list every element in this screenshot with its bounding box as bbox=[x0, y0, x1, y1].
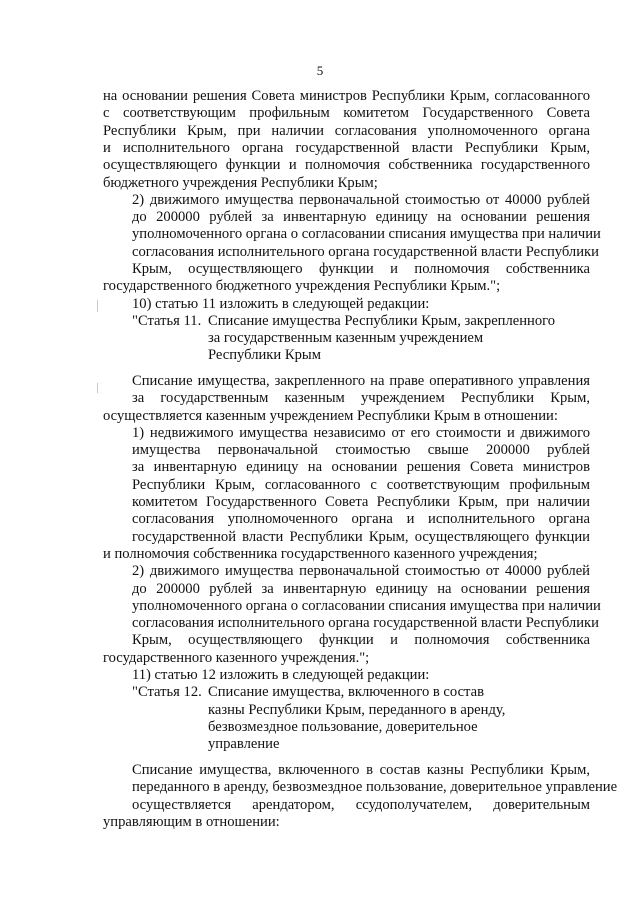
text-line-last: государственного бюджетного учреждения Республики Крым."; bbox=[103, 278, 501, 295]
text-line: до 200000 рублей за инвентарную единицу на основании решения bbox=[132, 209, 590, 226]
text-line: Республики Крым, согласованного с соответствующим профильным bbox=[132, 476, 590, 493]
list-item-1-state bbox=[103, 425, 590, 546]
article-12-label: "Статья 12. bbox=[132, 684, 202, 701]
text-line-last: бюджетного учреждения Республики Крым; bbox=[103, 174, 378, 191]
paragraph-continuation bbox=[103, 88, 590, 174]
amendment-10: 10) статью 11 изложить в следующей редакции: bbox=[132, 295, 430, 312]
text-line: до 200000 рублей за инвентарную единицу на основании решения bbox=[132, 580, 590, 597]
text-line-last: государственного казенного учреждения."; bbox=[103, 649, 370, 666]
article-11-intro bbox=[103, 373, 590, 408]
text-line: 1) недвижимого имущества независимо от его стоимости и движимого bbox=[132, 424, 590, 441]
text-line: Списание имущества, закрепленного на праве оперативного управления bbox=[132, 373, 590, 389]
scan-margin-mark bbox=[97, 383, 98, 393]
scan-margin-mark bbox=[97, 300, 98, 312]
title-line: казны Республики Крым, переданного в аренду, bbox=[208, 701, 506, 718]
text-line: Крым, осуществляющего функции и полномочия собственника bbox=[132, 632, 590, 649]
text-line: имущества первоначальной стоимостью свыше 200000 рублей bbox=[132, 442, 590, 459]
text-line: уполномоченного органа о согласовании списания имущества при наличии bbox=[132, 226, 601, 243]
text-line: 2) движимого имущества первоначальной стоимостью от 40000 рублей bbox=[132, 563, 590, 580]
article-11-label: "Статья 11. bbox=[132, 312, 202, 329]
title-line: Списание имущества, включенного в состав bbox=[208, 684, 484, 701]
title-line: Республики Крым bbox=[208, 347, 321, 364]
text-line-last: осуществляется казенным учреждением Республики Крым в отношении: bbox=[103, 407, 558, 424]
text-line: Республики Крым, при наличии согласования уполномоченного органа bbox=[103, 122, 590, 139]
list-item-2-state bbox=[103, 563, 601, 649]
text-line: комитетом Государственного Совета Республики Крым, при наличии bbox=[132, 494, 590, 511]
article-12-intro bbox=[103, 762, 618, 814]
text-line: и исполнительного органа государственной власти Республики Крым, bbox=[103, 139, 590, 156]
text-line: за инвентарную единицу на основании решения Совета министров bbox=[132, 459, 590, 476]
page-number: 5 bbox=[316, 63, 324, 78]
amendment-11: 11) статью 12 изложить в следующей редакции: bbox=[132, 667, 430, 684]
list-item-2-budget bbox=[103, 191, 601, 278]
text-line: согласования уполномоченного органа и исполнительного органа bbox=[132, 511, 590, 528]
title-line: Списание имущества Республики Крым, закрепленного bbox=[208, 312, 556, 329]
title-line: безвозмездное пользование, доверительное bbox=[208, 718, 478, 735]
text-line: 2) движимого имущества первоначальной стоимостью от 40000 рублей bbox=[132, 191, 590, 208]
text-line-last: и полномочия собственника государственного казенного учреждения; bbox=[103, 546, 538, 562]
text-line: Крым, осуществляющего функции и полномочия собственника bbox=[132, 260, 590, 277]
text-line: Списание имущества, включенного в состав казны Республики Крым, bbox=[132, 762, 590, 778]
title-line: за государственным казенным учреждением bbox=[208, 330, 484, 347]
title-line: управление bbox=[208, 736, 280, 753]
text-line: государственной власти Республики Крым, осуществляющего функции bbox=[132, 528, 590, 545]
text-line: с соответствующим профильным комитетом Государственного Совета bbox=[103, 105, 590, 122]
article-11-title bbox=[208, 313, 555, 365]
text-line: осуществляется арендатором, ссудополучателем, доверительным bbox=[132, 796, 590, 813]
text-line: согласования исполнительного органа государственной власти Республики bbox=[132, 243, 599, 260]
text-line-last: управляющим в отношении: bbox=[103, 813, 280, 830]
article-12-title bbox=[208, 684, 505, 753]
text-line: переданного в аренду, безвозмездное пользование, доверительное управление bbox=[132, 779, 618, 796]
text-line: осуществляющего функции и полномочия собственника государственного bbox=[103, 157, 590, 174]
text-line: уполномоченного органа о согласовании списания имущества при наличии bbox=[132, 597, 601, 614]
text-line: за государственным казенным учреждением Республики Крым, bbox=[132, 390, 590, 407]
text-line: на основании решения Совета министров Республики Крым, согласованного bbox=[103, 88, 590, 104]
text-line: согласования исполнительного органа государственной власти Республики bbox=[132, 615, 599, 632]
